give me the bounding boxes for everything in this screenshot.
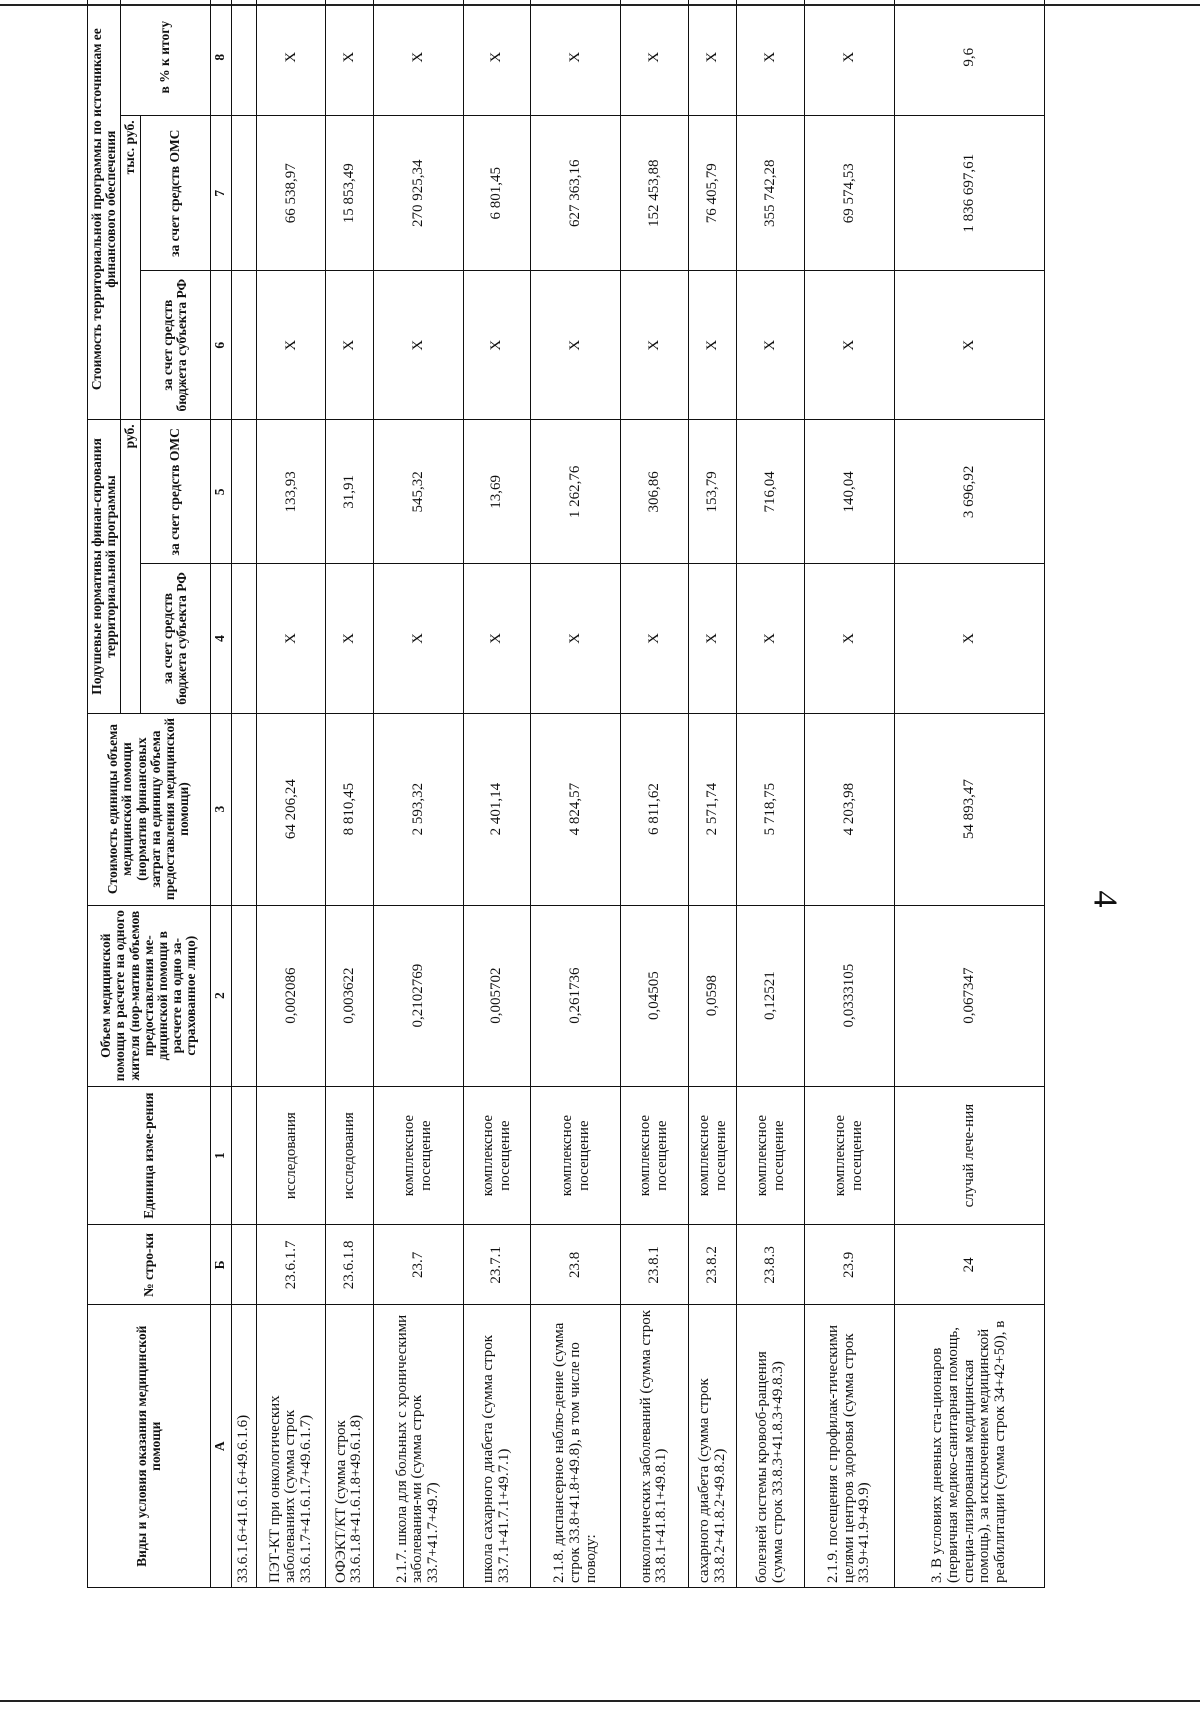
row-col-5: 13,69: [463, 420, 531, 564]
row-col-8: X: [737, 0, 805, 116]
row-unit-cost: 8 810,45: [326, 713, 374, 905]
row-col-5: 1 262,76: [531, 420, 621, 564]
row-col-7: 152 453,88: [621, 116, 689, 271]
row-col-4: X: [531, 564, 621, 713]
row-unit: комплексное посещение: [531, 1086, 621, 1225]
header-col-8: в % к итогу: [121, 0, 210, 116]
row-col-5: 140,04: [804, 420, 894, 564]
column-index-row: [210, 0, 231, 1588]
row-col-7: 355 742,28: [737, 116, 805, 271]
row-col-8: X: [463, 0, 531, 116]
row-col-4: X: [804, 564, 894, 713]
row-col-7: 76 405,79: [688, 116, 737, 271]
row-volume: 0,003622: [326, 905, 374, 1086]
header-unit-rub: руб.: [121, 420, 140, 713]
index-cell: 7: [210, 116, 231, 271]
table-row: [688, 0, 737, 1588]
table-row: [326, 0, 374, 1588]
row-col-5: 133,93: [257, 420, 326, 564]
row-number: 23.8.1: [621, 1225, 689, 1305]
row-col-6: X: [373, 271, 463, 420]
index-cell: 5: [210, 420, 231, 564]
row-col-7: 270 925,34: [373, 116, 463, 271]
row-col-6: X: [326, 271, 374, 420]
rotated-page-area: [87, 0, 1200, 1583]
page-number: 4: [1086, 890, 1124, 908]
row-col-7: 1 836 697,61: [894, 116, 1044, 271]
table-container: [87, 0, 1045, 1588]
row-col-8: X: [804, 0, 894, 116]
row-col-8: 9,6: [894, 0, 1044, 116]
row-unit-cost: 6 811,62: [621, 713, 689, 905]
row-col-5: 153,79: [688, 420, 737, 564]
row-col-7: 15 853,49: [326, 116, 374, 271]
row-number: 24: [894, 1225, 1044, 1305]
row-col-8: X: [531, 0, 621, 116]
header-col-2: Объем медицинской помощи в расчете на одного жителя (нор-матив объемов предоставления ме-дицинской помощи в расчете на одно за-страхованное лицо): [88, 905, 211, 1086]
header-col-5: за счет средств ОМС: [140, 420, 210, 564]
header-col-4: за счет средств бюджета субъекта РФ: [140, 564, 210, 713]
row-number: 23.8.2: [688, 1225, 737, 1305]
row-name: 33.6.1.6+41.6.1.6+49.6.1.6): [231, 1305, 257, 1588]
row-unit: случай лече-ния: [894, 1086, 1044, 1225]
row-col-6: X: [804, 271, 894, 420]
table-row: [894, 0, 1044, 1588]
row-col-6: X: [894, 271, 1044, 420]
row-col-8: X: [326, 0, 374, 116]
row-name: болезней системы кровооб-ращения (сумма строк 33.8.3+41.8.3+49.8.3): [737, 1305, 805, 1588]
row-volume: 0,2102769: [373, 905, 463, 1086]
row-col-6: X: [737, 271, 805, 420]
row-unit: комплексное посещение: [621, 1086, 689, 1225]
row-unit: [231, 1086, 257, 1225]
row-col-5: 3 696,92: [894, 420, 1044, 564]
row-volume: 0,005702: [463, 905, 531, 1086]
row-col-6: X: [257, 271, 326, 420]
scan-bottom-edge: [0, 1700, 1200, 1702]
row-number: 23.6.1.7: [257, 1225, 326, 1305]
row-unit: исследования: [326, 1086, 374, 1225]
row-volume: 0,002086: [257, 905, 326, 1086]
medical-care-table: [87, 0, 1045, 1588]
row-col-4: X: [373, 564, 463, 713]
row-col-4: X: [688, 564, 737, 713]
table-row: [373, 0, 463, 1588]
row-name: ОФЭКТ/КТ (сумма строк 33.6.1.8+41.6.1.8+49.6.1.8): [326, 1305, 374, 1588]
row-name: онкологических заболеваний (сумма строк 33.8.1+41.8.1+49.8.1): [621, 1305, 689, 1588]
row-volume: 0,0598: [688, 905, 737, 1086]
row-number: 23.8.3: [737, 1225, 805, 1305]
row-number: 23.8: [531, 1225, 621, 1305]
index-cell: 8: [210, 0, 231, 116]
row-number: 23.7.1: [463, 1225, 531, 1305]
row-unit-cost: [231, 713, 257, 905]
row-volume: [231, 905, 257, 1086]
row-col-8: [231, 0, 257, 116]
row-col-6: [231, 271, 257, 420]
row-col-8: X: [621, 0, 689, 116]
row-col-7: 69 574,53: [804, 116, 894, 271]
row-col-4: X: [257, 564, 326, 713]
row-volume: 0,261736: [531, 905, 621, 1086]
row-number: [231, 1225, 257, 1305]
row-unit: комплексное посещение: [737, 1086, 805, 1225]
row-col-7: 6 801,45: [463, 116, 531, 271]
table-row: [463, 0, 531, 1588]
header-col-a: Виды и условия оказания медицинской помощи: [88, 1305, 211, 1588]
index-cell: 3: [210, 713, 231, 905]
row-col-6: X: [531, 271, 621, 420]
header-group-program-cost: Стоимость территориальной программы по источникам ее финансового обеспечения: [88, 0, 121, 420]
row-name: 2.1.7. школа для больных с хроническими заболевания-ми (сумма строк 33.7+41.7+49.7): [373, 1305, 463, 1588]
table-row: [804, 0, 894, 1588]
header-col-3: Стоимость единицы объема медицинской помощи (норматив финансовых затрат на единицу объема предоставления медицинской помощи): [88, 713, 211, 905]
row-unit: комплексное посещение: [373, 1086, 463, 1225]
row-col-8: X: [373, 0, 463, 116]
row-col-4: X: [326, 564, 374, 713]
table-row: [737, 0, 805, 1588]
index-cell: 1: [210, 1086, 231, 1225]
row-unit: исследования: [257, 1086, 326, 1225]
row-unit-cost: 64 206,24: [257, 713, 326, 905]
row-col-8: X: [688, 0, 737, 116]
table-row: [531, 0, 621, 1588]
row-col-7: [231, 116, 257, 271]
index-cell: 4: [210, 564, 231, 713]
row-unit-cost: 2 571,74: [688, 713, 737, 905]
row-col-6: X: [688, 271, 737, 420]
header-group-per-capita: Подушевые нормативы финан-сирования территориальной программы: [88, 420, 121, 713]
row-col-4: X: [621, 564, 689, 713]
row-unit-cost: 2 401,14: [463, 713, 531, 905]
row-unit-cost: 54 893,47: [894, 713, 1044, 905]
row-col-5: 716,04: [737, 420, 805, 564]
row-name: 3. В условиях дневных ста-ционаров (первичная медико-санитарная помощь, специа-лизированная медицинская помощь), за исключением медицинской реабилитации (сумма строк 34+42+50), в: [894, 1305, 1044, 1588]
table-row: [257, 0, 326, 1588]
row-col-4: X: [463, 564, 531, 713]
header-col-6: за счет средств бюджета субъекта РФ: [140, 271, 210, 420]
row-number: 23.7: [373, 1225, 463, 1305]
row-name: школа сахарного диабета (сумма строк 33.7.1+41.7.1+49.7.1): [463, 1305, 531, 1588]
row-col-4: [231, 564, 257, 713]
index-cell: 2: [210, 905, 231, 1086]
header-col-1: Единица изме-рения: [88, 1086, 211, 1225]
row-name: ПЭТ-КТ при онкологических заболеваниях (сумма строк 33.6.1.7+41.6.1.7+49.6.1.7): [257, 1305, 326, 1588]
row-col-5: 545,32: [373, 420, 463, 564]
header-col-7: за счет средств ОМС: [140, 116, 210, 271]
row-unit-cost: 5 718,75: [737, 713, 805, 905]
table-row: [621, 0, 689, 1588]
row-unit: комплексное посещение: [688, 1086, 737, 1225]
row-col-5: [231, 420, 257, 564]
row-name: 2.1.8. диспансерное наблю-дение (сумма строк 33.8+41.8+49.8), в том числе по поводу:: [531, 1305, 621, 1588]
row-number: 23.6.1.8: [326, 1225, 374, 1305]
row-col-5: 31,91: [326, 420, 374, 564]
row-col-7: 66 538,97: [257, 116, 326, 271]
row-col-6: X: [621, 271, 689, 420]
row-col-4: X: [894, 564, 1044, 713]
row-name: сахарного диабета (сумма строк 33.8.2+41.8.2+49.8.2): [688, 1305, 737, 1588]
index-cell: Б: [210, 1225, 231, 1305]
header-unit-thousand-rub: тыс. руб.: [121, 116, 140, 420]
row-volume: 0,12521: [737, 905, 805, 1086]
row-volume: 0,0333105: [804, 905, 894, 1086]
row-unit-cost: 4 203,98: [804, 713, 894, 905]
row-col-6: X: [463, 271, 531, 420]
row-unit: комплексное посещение: [463, 1086, 531, 1225]
index-cell: А: [210, 1305, 231, 1588]
header-col-b: № стро-ки: [88, 1225, 211, 1305]
row-col-7: 627 363,16: [531, 116, 621, 271]
row-col-4: X: [737, 564, 805, 713]
table-row: [231, 0, 257, 1588]
row-unit-cost: 4 824,57: [531, 713, 621, 905]
row-number: 23.9: [804, 1225, 894, 1305]
row-unit-cost: 2 593,32: [373, 713, 463, 905]
row-volume: 0,04505: [621, 905, 689, 1086]
row-col-5: 306,86: [621, 420, 689, 564]
row-volume: 0,067347: [894, 905, 1044, 1086]
row-unit: комплексное посещение: [804, 1086, 894, 1225]
row-name: 2.1.9. посещения с профилак-тическими целями центров здоровья (сумма строк 33.9+41.9+49.9): [804, 1305, 894, 1588]
index-cell: 6: [210, 271, 231, 420]
row-col-8: X: [257, 0, 326, 116]
